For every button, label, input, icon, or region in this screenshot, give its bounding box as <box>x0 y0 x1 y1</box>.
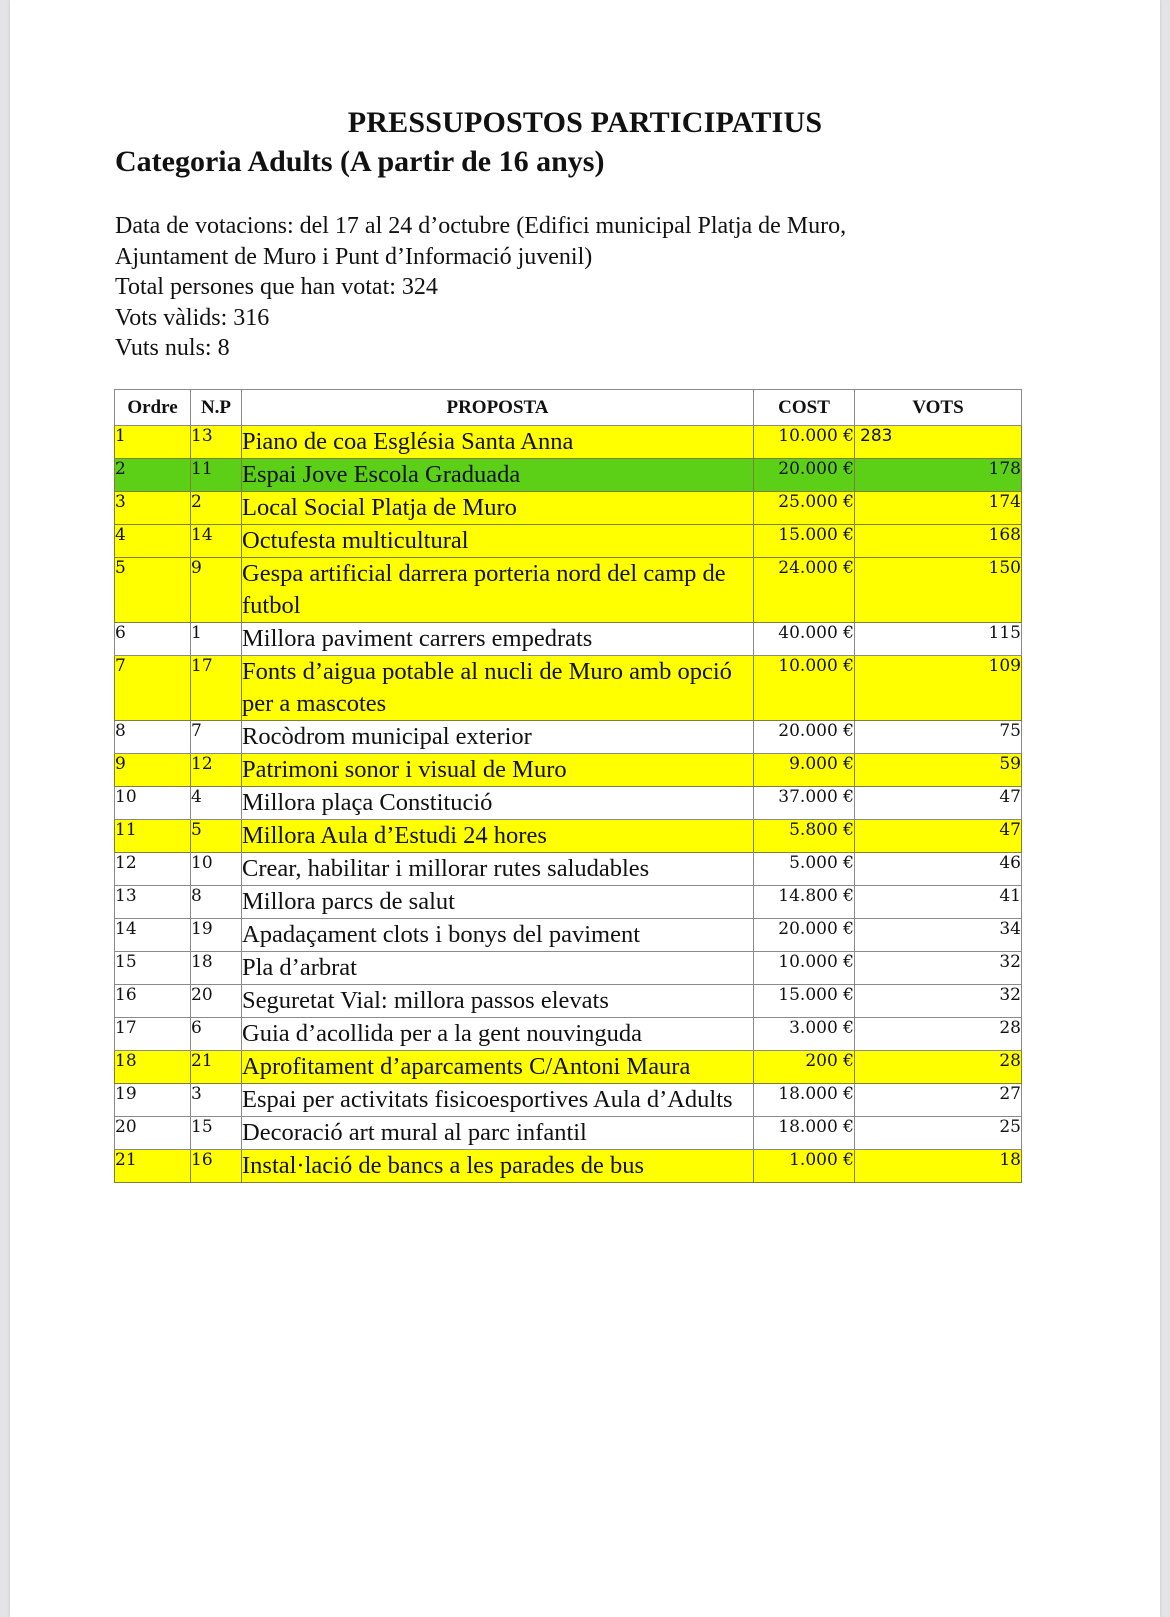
cell-np: 13 <box>191 426 242 459</box>
cell-cost: 20.000 € <box>754 919 855 952</box>
table-row <box>115 492 1022 525</box>
cell-np: 6 <box>191 1018 242 1051</box>
cell-proposta: Fonts d’aigua potable al nucli de Muro amb opció per a mascotes <box>242 656 754 721</box>
results-body <box>115 426 1022 1183</box>
table-row <box>115 754 1022 787</box>
cell-cost: 3.000 € <box>754 1018 855 1051</box>
cell-ordre: 3 <box>115 492 191 525</box>
cell-vots: 47 <box>855 787 1022 820</box>
cell-vots: 18 <box>855 1150 1022 1183</box>
cell-ordre: 4 <box>115 525 191 558</box>
cell-np: 8 <box>191 886 242 919</box>
cell-cost: 10.000 € <box>754 426 855 459</box>
cell-ordre: 20 <box>115 1117 191 1150</box>
header-cost: COST <box>754 390 855 426</box>
cell-cost: 200 € <box>754 1051 855 1084</box>
table-row <box>115 919 1022 952</box>
cell-vots: 27 <box>855 1084 1022 1117</box>
cell-vots: 75 <box>855 721 1022 754</box>
results-table <box>114 389 1022 1183</box>
table-row <box>115 721 1022 754</box>
cell-ordre: 5 <box>115 558 191 623</box>
cell-vots: 283 <box>855 426 1022 459</box>
null-votes: Vuts nuls: 8 <box>115 335 230 361</box>
table-row <box>115 623 1022 656</box>
document-page <box>10 0 1160 1617</box>
cell-proposta: Espai Jove Escola Graduada <box>242 459 754 492</box>
cell-cost: 1.000 € <box>754 1150 855 1183</box>
cell-vots: 47 <box>855 820 1022 853</box>
cell-proposta: Crear, habilitar i millorar rutes saludables <box>242 853 754 886</box>
table-row <box>115 1117 1022 1150</box>
cell-np: 11 <box>191 459 242 492</box>
cell-vots: 32 <box>855 985 1022 1018</box>
cell-cost: 37.000 € <box>754 787 855 820</box>
cell-np: 19 <box>191 919 242 952</box>
cell-cost: 15.000 € <box>754 985 855 1018</box>
valid-votes: Vots vàlids: 316 <box>115 304 270 331</box>
cell-cost: 24.000 € <box>754 558 855 623</box>
cell-np: 20 <box>191 985 242 1018</box>
cell-ordre: 6 <box>115 623 191 656</box>
cell-cost: 20.000 € <box>754 459 855 492</box>
cell-ordre: 2 <box>115 459 191 492</box>
cell-ordre: 7 <box>115 656 191 721</box>
cell-vots: 32 <box>855 952 1022 985</box>
cell-proposta: Piano de coa Església Santa Anna <box>242 426 754 459</box>
cell-proposta: Octufesta multicultural <box>242 525 754 558</box>
cell-ordre: 8 <box>115 721 191 754</box>
table-row <box>115 1084 1022 1117</box>
cell-proposta: Apadaçament clots i bonys del paviment <box>242 919 754 952</box>
cell-np: 4 <box>191 787 242 820</box>
cell-cost: 10.000 € <box>754 656 855 721</box>
table-header-row <box>115 390 1022 426</box>
cell-ordre: 10 <box>115 787 191 820</box>
cell-np: 10 <box>191 853 242 886</box>
cell-vots: 174 <box>855 492 1022 525</box>
cell-vots: 34 <box>855 919 1022 952</box>
cell-np: 14 <box>191 525 242 558</box>
voting-info <box>115 211 846 364</box>
cell-ordre: 9 <box>115 754 191 787</box>
document-title: PRESSUPOSTOS PARTICIPATIUS <box>347 106 823 139</box>
cell-np: 9 <box>191 558 242 623</box>
table-row <box>115 787 1022 820</box>
table-row <box>115 1150 1022 1183</box>
cell-vots: 25 <box>855 1117 1022 1150</box>
cell-np: 18 <box>191 952 242 985</box>
total-voters: Total persones que han votat: 324 <box>115 274 438 300</box>
cell-vots: 28 <box>855 1018 1022 1051</box>
cell-cost: 9.000 € <box>754 754 855 787</box>
cell-proposta: Aprofitament d’aparcaments C/Antoni Maura <box>242 1051 754 1084</box>
cell-ordre: 13 <box>115 886 191 919</box>
cell-cost: 40.000 € <box>754 623 855 656</box>
table-row <box>115 558 1022 623</box>
cell-vots: 46 <box>855 853 1022 886</box>
cell-proposta: Decoració art mural al parc infantil <box>242 1117 754 1150</box>
cell-np: 1 <box>191 623 242 656</box>
table-row <box>115 853 1022 886</box>
cell-proposta: Patrimoni sonor i visual de Muro <box>242 754 754 787</box>
header-vots: VOTS <box>855 390 1022 426</box>
cell-proposta: Local Social Platja de Muro <box>242 492 754 525</box>
cell-proposta: Gespa artificial darrera porteria nord del camp de futbol <box>242 558 754 623</box>
cell-np: 3 <box>191 1084 242 1117</box>
table-row <box>115 886 1022 919</box>
header-proposta: PROPOSTA <box>242 390 754 426</box>
document-subtitle: Categoria Adults (A partir de 16 anys) <box>115 145 605 178</box>
cell-np: 17 <box>191 656 242 721</box>
cell-proposta: Millora paviment carrers empedrats <box>242 623 754 656</box>
cell-cost: 15.000 € <box>754 525 855 558</box>
cell-cost: 18.000 € <box>754 1084 855 1117</box>
cell-proposta: Millora Aula d’Estudi 24 hores <box>242 820 754 853</box>
table-row <box>115 1018 1022 1051</box>
cell-vots: 115 <box>855 623 1022 656</box>
cell-proposta: Millora plaça Constitució <box>242 787 754 820</box>
cell-np: 5 <box>191 820 242 853</box>
cell-proposta: Pla d’arbrat <box>242 952 754 985</box>
cell-proposta: Espai per activitats fisicoesportives Aula d’Adults <box>242 1084 754 1117</box>
cell-proposta: Guia d’acollida per a la gent nouvinguda <box>242 1018 754 1051</box>
cell-np: 21 <box>191 1051 242 1084</box>
cell-vots: 168 <box>855 525 1022 558</box>
cell-np: 2 <box>191 492 242 525</box>
table-row <box>115 1051 1022 1084</box>
table-row <box>115 985 1022 1018</box>
cell-proposta: Seguretat Vial: millora passos elevats <box>242 985 754 1018</box>
cell-ordre: 18 <box>115 1051 191 1084</box>
cell-cost: 25.000 € <box>754 492 855 525</box>
table-row <box>115 656 1022 721</box>
cell-cost: 5.000 € <box>754 853 855 886</box>
cell-vots: 28 <box>855 1051 1022 1084</box>
table-row <box>115 525 1022 558</box>
cell-ordre: 16 <box>115 985 191 1018</box>
table-row <box>115 820 1022 853</box>
cell-vots: 109 <box>855 656 1022 721</box>
table-row <box>115 952 1022 985</box>
cell-vots: 178 <box>855 459 1022 492</box>
cell-proposta: Millora parcs de salut <box>242 886 754 919</box>
cell-proposta: Instal·lació de bancs a les parades de bus <box>242 1150 754 1183</box>
cell-ordre: 12 <box>115 853 191 886</box>
voting-dates-line-2: Ajuntament de Muro i Punt d’Informació juvenil) <box>115 243 593 270</box>
cell-ordre: 17 <box>115 1018 191 1051</box>
cell-vots: 59 <box>855 754 1022 787</box>
cell-np: 16 <box>191 1150 242 1183</box>
table-row <box>115 459 1022 492</box>
cell-vots: 150 <box>855 558 1022 623</box>
cell-cost: 18.000 € <box>754 1117 855 1150</box>
cell-np: 12 <box>191 754 242 787</box>
header-ordre: Ordre <box>115 390 191 426</box>
cell-cost: 5.800 € <box>754 820 855 853</box>
cell-ordre: 1 <box>115 426 191 459</box>
cell-cost: 14.800 € <box>754 886 855 919</box>
cell-cost: 10.000 € <box>754 952 855 985</box>
cell-np: 15 <box>191 1117 242 1150</box>
cell-vots: 41 <box>855 886 1022 919</box>
cell-cost: 20.000 € <box>754 721 855 754</box>
cell-ordre: 19 <box>115 1084 191 1117</box>
cell-ordre: 21 <box>115 1150 191 1183</box>
cell-np: 7 <box>191 721 242 754</box>
table-row <box>115 426 1022 459</box>
voting-dates-line-1: Data de votacions: del 17 al 24 d’octubre (Edifici municipal Platja de Muro, <box>115 213 847 239</box>
cell-ordre: 11 <box>115 820 191 853</box>
cell-ordre: 15 <box>115 952 191 985</box>
header-np: N.P <box>191 390 242 426</box>
cell-proposta: Rocòdrom municipal exterior <box>242 721 754 754</box>
cell-ordre: 14 <box>115 919 191 952</box>
